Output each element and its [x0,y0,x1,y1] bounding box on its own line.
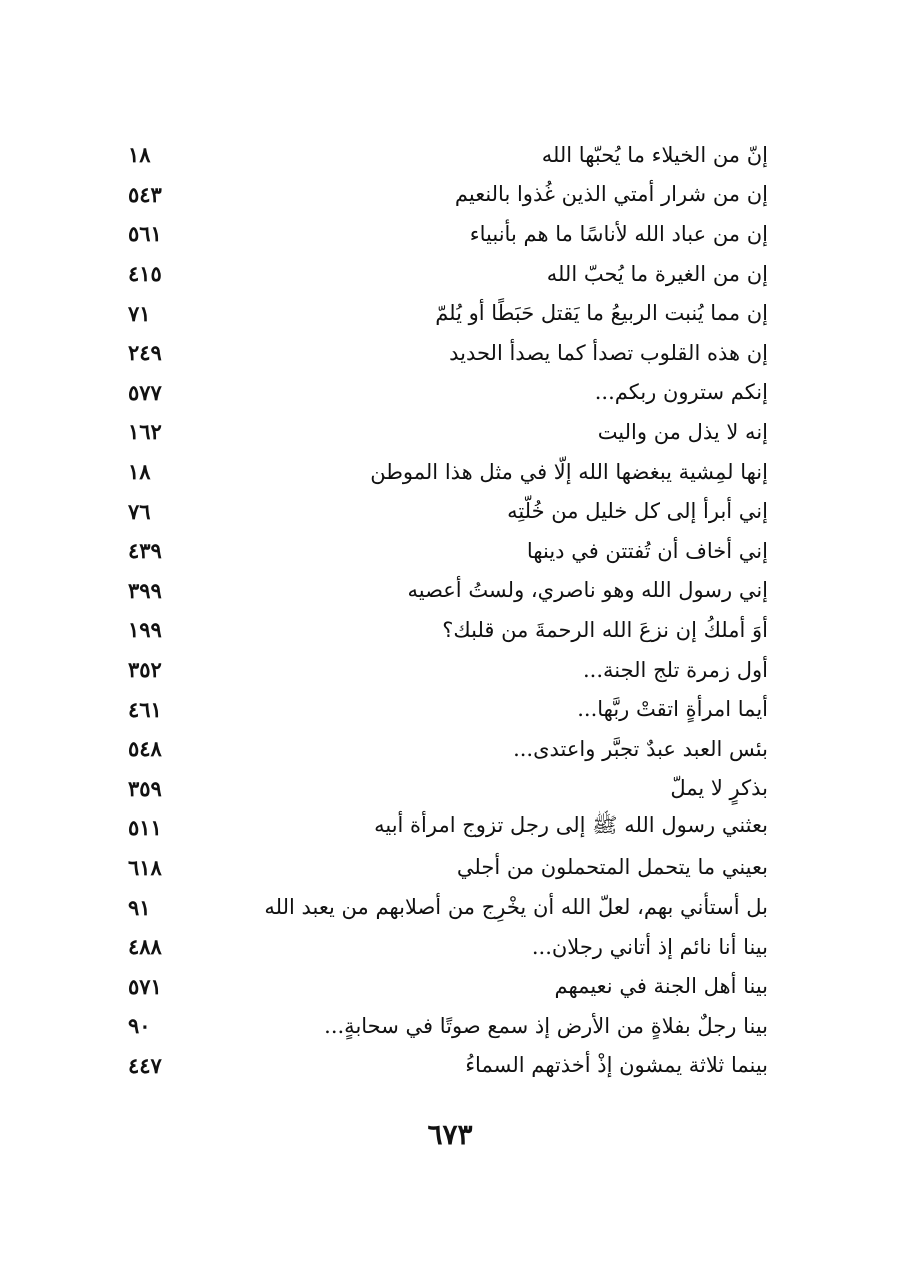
entry-text: أول زمرة تلج الجنة... [582,657,768,682]
index-row [128,214,768,254]
entry-text: إني رسول الله وهو ناصري، ولستُ أعصيه [407,578,768,603]
entry-page-number: ٥٤٣ [128,181,162,207]
entry-text: بينما ثلاثة يمشون إذْ أخذتهم السماءُ [465,1053,768,1078]
entry-page-number: ١٦٢ [128,419,162,445]
entry-text: بل أستأني بهم، لعلّ الله أن يخْرِج من أصلابهم من يعبد الله [264,895,768,920]
entry-page-number: ٣٥٩ [128,775,162,801]
entry-page-number: ٤١٥ [128,261,162,287]
entry-text: إنه لا يذل من واليت [597,419,768,444]
entry-text: إنّ من الخيلاء ما يُحبّها الله [541,142,768,167]
index-row [128,927,768,967]
index-row [128,333,768,373]
entry-page-number: ٣٩٩ [128,577,162,603]
entry-text: أوَ أملكُ إن نزعَ الله الرحمةَ من قلبك؟ [442,617,768,642]
entry-page-number: ٧١ [128,300,151,326]
entry-page-number: ٤٣٩ [128,538,162,564]
index-row [128,452,768,492]
index-row [128,531,768,571]
index-row [128,175,768,215]
index-row [128,769,768,809]
entry-text: بذكرٍ لا يملّ [670,776,768,801]
entry-page-number: ٤٤٧ [128,1052,162,1078]
entry-page-number: ٤٦١ [128,696,162,722]
entry-page-number: ٦١٨ [128,854,162,880]
index-row [128,887,768,927]
entry-page-number: ١٩٩ [128,617,162,643]
entry-page-number: ٤٨٨ [128,934,162,960]
entry-page-number: ٥١١ [128,815,162,841]
index-row [128,1006,768,1046]
index-row [128,373,768,413]
entry-page-number: ١٨ [128,142,151,168]
entry-text: إن من الغيرة ما يُحبّ الله [546,261,768,286]
entry-text: إنها لمِشية يبغضها الله إلّا في مثل هذا الموطن [370,459,768,484]
index-row [128,571,768,611]
entry-page-number: ٩٠ [128,1013,151,1039]
entry-text: إن من عباد الله لأناسًا ما هم بأنبياء [469,221,768,246]
entry-page-number: ٥٦١ [128,221,162,247]
hadith-index-list [128,135,768,1085]
index-row [128,689,768,729]
entry-page-number: ٢٤٩ [128,340,162,366]
entry-page-number: ٩١ [128,894,151,920]
entry-page-number: ٥٧١ [128,973,162,999]
entry-text: إن مما يُنبت الربيعُ ما يَقتل حَبَطًا أو يُلمّ [435,301,768,326]
entry-page-number: ٧٦ [128,498,151,524]
entry-page-number: ١٨ [128,459,151,485]
entry-text: بينا أهل الجنة في نعيمهم [554,974,768,999]
entry-text: إني أخاف أن تُفتتن في دينها [526,538,768,563]
index-row [128,412,768,452]
entry-text: إنكم سترون ربكم... [594,380,768,405]
index-row [128,254,768,294]
index-row [128,491,768,531]
entry-text: بعيني ما يتحمل المتحملون من أجلي [456,855,768,880]
entry-page-number: ٥٧٧ [128,379,162,405]
index-row [128,966,768,1006]
entry-text: إن هذه القلوب تصدأ كما يصدأ الحديد [449,340,768,365]
entry-text: بينا أنا نائم إذ أتاني رجلان... [531,934,768,959]
entry-text: بعثني رسول الله ﷺ إلى رجل تزوج امرأة أبيه [374,813,768,838]
index-row [128,135,768,175]
index-row [128,729,768,769]
entry-text: أيما امرأةٍ اتقتْ ربَّها... [577,697,768,722]
page-number-footer: ٦٧٣ [427,1118,473,1151]
index-row [128,808,768,848]
entry-page-number: ٥٤٨ [128,736,162,762]
entry-text: بئس العبد عبدٌ تجبَّر واعتدى... [513,736,768,761]
index-row [128,293,768,333]
entry-text: إني أبرأ إلى كل خليل من خُلّتِه [507,499,768,524]
index-row [128,610,768,650]
index-row [128,848,768,888]
index-row [128,1046,768,1086]
index-row [128,650,768,690]
entry-page-number: ٣٥٢ [128,657,162,683]
entry-text: بينا رجلٌ بفلاةٍ من الأرض إذ سمع صوتًا في سحابةٍ... [324,1013,768,1038]
entry-text: إن من شرار أمتي الذين غُذوا بالنعيم [454,182,768,207]
